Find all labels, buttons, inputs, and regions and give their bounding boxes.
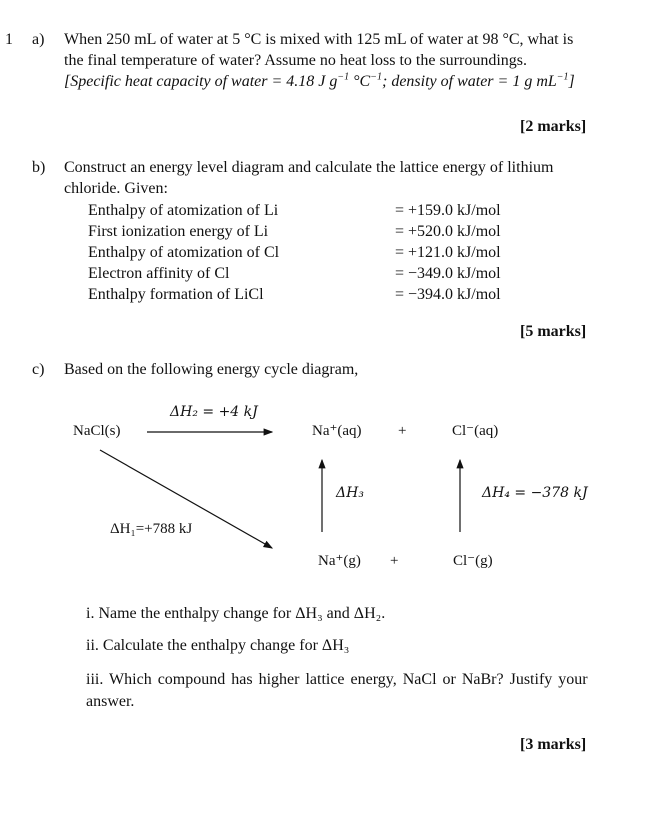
dh3-label: ΔH₃ — [336, 485, 364, 501]
part-c-label: c) — [32, 361, 45, 378]
exponent: −1 — [337, 71, 350, 83]
question-i: i. Name the enthalpy change for ΔH₃ and ΔH₂. — [86, 605, 386, 622]
part-b-marks: [5 marks] — [520, 323, 587, 340]
data-value: = −394.0 kJ/mol — [395, 286, 501, 303]
dh2-label: ΔH₂ = +4 kJ — [170, 404, 258, 420]
data-label: Enthalpy of atomization of Li — [88, 202, 279, 219]
part-a-marks: [2 marks] — [520, 118, 587, 135]
cl-g: Cl⁻(g) — [453, 553, 493, 569]
exponent: −1 — [370, 71, 382, 83]
na-aq: Na⁺(aq) — [312, 423, 362, 439]
dh4-label: ΔH₄ = −378 kJ — [482, 485, 588, 501]
dh1-label: ΔH₁=+788 kJ — [110, 521, 193, 537]
na-g: Na⁺(g) — [318, 553, 361, 569]
question-ii: ii. Calculate the enthalpy change for ΔH₃ — [86, 637, 350, 654]
nacl-solid: NaCl(s) — [73, 423, 121, 439]
data-value: = −349.0 kJ/mol — [395, 265, 501, 282]
part-b-line1: Construct an energy level diagram and calculate the lattice energy of lithium — [64, 159, 554, 176]
data-label: Electron affinity of Cl — [88, 265, 230, 282]
data-value: = +520.0 kJ/mol — [395, 223, 501, 240]
data-label: First ionization energy of Li — [88, 223, 269, 240]
plus-sign: + — [390, 553, 399, 569]
part-a-line1: When 250 mL of water at 5 °C is mixed with 125 mL of water at 98 °C, what is — [64, 31, 574, 48]
given-text: °C — [349, 73, 371, 90]
question-iii: iii. Which compound has higher lattice energy, NaCl or NaBr? Justify your — [86, 671, 588, 688]
part-b-label: b) — [32, 159, 46, 176]
plus-sign: + — [398, 423, 407, 439]
exponent: −1 — [556, 71, 569, 83]
part-a-line2: the final temperature of water? Assume no heat loss to the surroundings. — [64, 52, 527, 69]
given-text: ] — [568, 73, 575, 90]
cl-aq: Cl⁻(aq) — [452, 423, 499, 439]
part-c-intro: Based on the following energy cycle diagram, — [64, 361, 359, 378]
question-number: 1 — [5, 31, 13, 48]
part-c-marks: [3 marks] — [520, 736, 587, 753]
data-label: Enthalpy of atomization of Cl — [88, 244, 280, 261]
question-iii-cont: answer. — [86, 693, 135, 710]
data-label: Enthalpy formation of LiCl — [88, 286, 264, 303]
data-value: = +159.0 kJ/mol — [395, 202, 501, 219]
given-text: ; density of water = 1 g mL — [381, 73, 557, 90]
part-b-line2: chloride. Given: — [64, 180, 168, 197]
data-value: = +121.0 kJ/mol — [395, 244, 501, 261]
part-a-label: a) — [32, 31, 45, 48]
given-text: [Specific heat capacity of water = 4.18 J g — [64, 73, 338, 90]
